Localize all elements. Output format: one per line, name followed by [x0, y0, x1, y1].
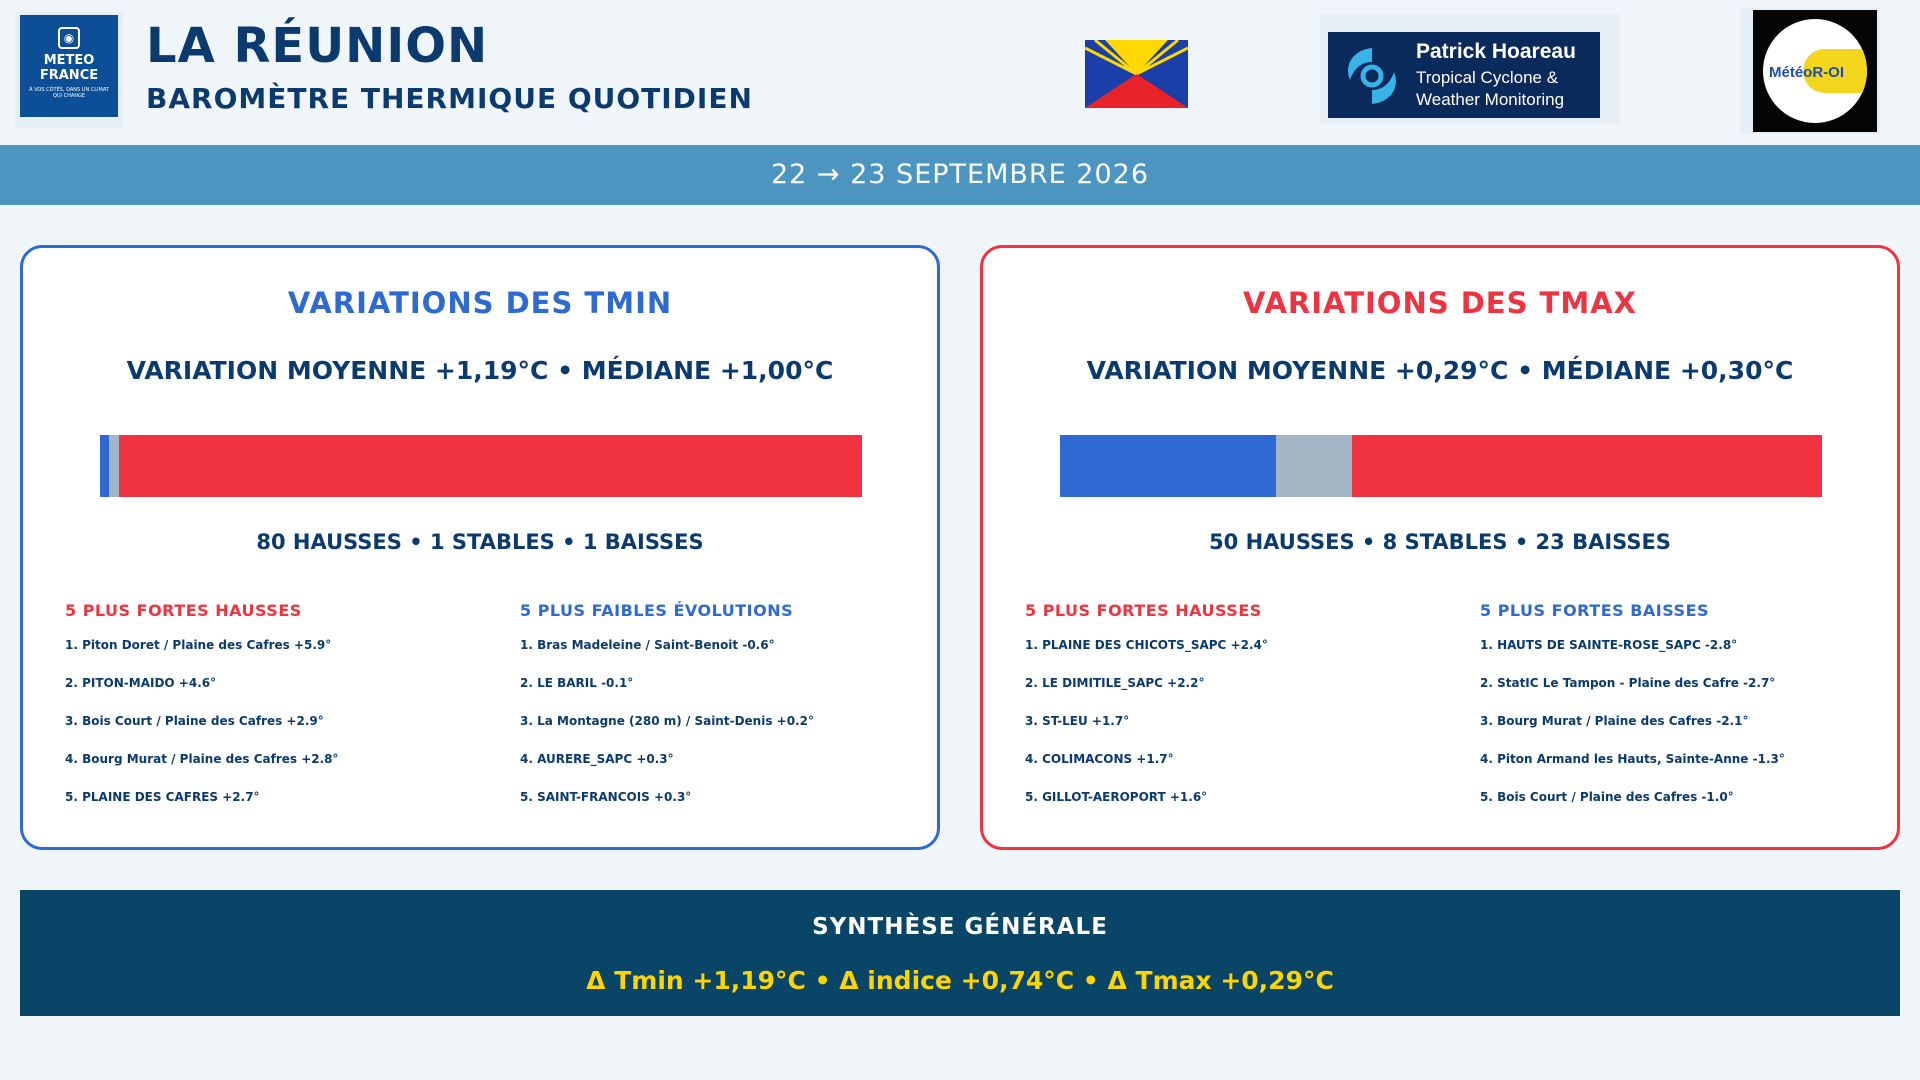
tmin-bar-segment-up: [119, 435, 862, 497]
tmax-distribution-bar: [1060, 435, 1822, 497]
tmin-bar-segment-stable: [109, 435, 118, 497]
tmax-panel: [980, 245, 1900, 850]
tmax-top-rises-title: 5 PLUS FORTES HAUSSES: [1025, 601, 1262, 620]
meteo-oi-logo: [1740, 8, 1880, 134]
reunion-flag-icon: [1085, 40, 1188, 108]
tmax-stats: VARIATION MOYENNE +0,29°C • MÉDIANE +0,30°C: [1086, 356, 1794, 385]
list-item: 2. LE DIMITILE_SAPC +2.2°: [1025, 676, 1205, 690]
list-item: 3. Bois Court / Plaine des Cafres +2.9°: [65, 714, 324, 728]
tmin-weakest-changes: [520, 601, 940, 826]
meteo-oi-disc: [1763, 19, 1867, 123]
tmin-top-rises: [65, 601, 485, 826]
synthesis-title: SYNTHÈSE GÉNÉRALE: [812, 914, 1108, 940]
partner-logo-patrick-hoareau: [1320, 14, 1620, 124]
page-title: LA RÉUNION: [146, 18, 489, 74]
tmin-panel-title: VARIATIONS DES TMIN: [287, 286, 673, 320]
list-item: 5. Bois Court / Plaine des Cafres -1.0°: [1480, 790, 1734, 804]
list-item: 1. PLAINE DES CHICOTS_SAPC +2.4°: [1025, 638, 1268, 652]
list-item: 4. AURERE_SAPC +0.3°: [520, 752, 674, 766]
meteo-france-logo: [15, 12, 123, 128]
list-item: 1. Piton Doret / Plaine des Cafres +5.9°: [65, 638, 332, 652]
tmax-panel-title: VARIATIONS DES TMAX: [1242, 286, 1638, 320]
tmin-counts: 80 HAUSSES • 1 STABLES • 1 BAISSES: [256, 530, 704, 554]
tmin-panel: [20, 245, 940, 850]
meteo-france-emblem-icon: ◉: [58, 27, 80, 49]
partner-tagline-line2: Weather Monitoring: [1416, 90, 1565, 109]
date-band: 22 → 23 SEPTEMBRE 2026: [0, 145, 1920, 205]
tmax-bar-segment-down: [1060, 435, 1276, 497]
meteo-france-logo-line1: METEO: [43, 53, 95, 68]
list-item: 5. SAINT-FRANCOIS +0.3°: [520, 790, 692, 804]
tmax-bar-segment-up: [1352, 435, 1822, 497]
tmax-top-rises: [1025, 601, 1445, 826]
list-item: 4. Bourg Murat / Plaine des Cafres +2.8°: [65, 752, 339, 766]
list-item: 5. PLAINE DES CAFRES +2.7°: [65, 790, 260, 804]
list-item: 4. Piton Armand les Hauts, Sainte-Anne -1.3°: [1480, 752, 1785, 766]
synthesis-banner: [20, 890, 1900, 1016]
meteo-france-logo-tagline: À VOS CÔTÉS, DANS UN CLIMAT QUI CHANGE: [29, 87, 109, 99]
tmax-top-drops-title: 5 PLUS FORTES BAISSES: [1480, 601, 1710, 620]
list-item: 1. Bras Madeleine / Saint-Benoit -0.6°: [520, 638, 775, 652]
cyclone-icon: [1336, 40, 1408, 112]
tmin-distribution-bar: [100, 435, 862, 497]
list-item: 2. LE BARIL -0.1°: [520, 676, 634, 690]
tmin-top-rises-title: 5 PLUS FORTES HAUSSES: [65, 601, 302, 620]
partner-tagline-line1: Tropical Cyclone &: [1416, 68, 1559, 87]
partner-name: Patrick Hoareau: [1416, 40, 1576, 63]
list-item: 1. HAUTS DE SAINTE-ROSE_SAPC -2.8°: [1480, 638, 1738, 652]
tmax-counts: 50 HAUSSES • 8 STABLES • 23 BAISSES: [1209, 530, 1671, 554]
tmin-stats: VARIATION MOYENNE +1,19°C • MÉDIANE +1,00°C: [126, 356, 834, 385]
list-item: 2. StatIC Le Tampon - Plaine des Cafre -2.7°: [1480, 676, 1776, 690]
list-item: 2. PITON-MAIDO +4.6°: [65, 676, 217, 690]
page-subtitle: BAROMÈTRE THERMIQUE QUOTIDIEN: [146, 82, 753, 115]
list-item: 4. COLIMACONS +1.7°: [1025, 752, 1174, 766]
list-item: 3. ST-LEU +1.7°: [1025, 714, 1130, 728]
synthesis-values: Δ Tmin +1,19°C • Δ indice +0,74°C • Δ Tmax +0,29°C: [586, 966, 1334, 995]
list-item: 5. GILLOT-AEROPORT +1.6°: [1025, 790, 1208, 804]
list-item: 3. Bourg Murat / Plaine des Cafres -2.1°: [1480, 714, 1749, 728]
meteo-oi-logo-text: MétéoR-OI: [1769, 64, 1844, 81]
tmax-top-drops: [1480, 601, 1900, 826]
list-item: 3. La Montagne (280 m) / Saint-Denis +0.2°: [520, 714, 814, 728]
meteo-france-logo-line2: FRANCE: [39, 68, 99, 83]
tmin-bar-segment-down: [100, 435, 109, 497]
tmax-bar-segment-stable: [1276, 435, 1351, 497]
tmin-weakest-changes-title: 5 PLUS FAIBLES ÉVOLUTIONS: [520, 601, 794, 620]
